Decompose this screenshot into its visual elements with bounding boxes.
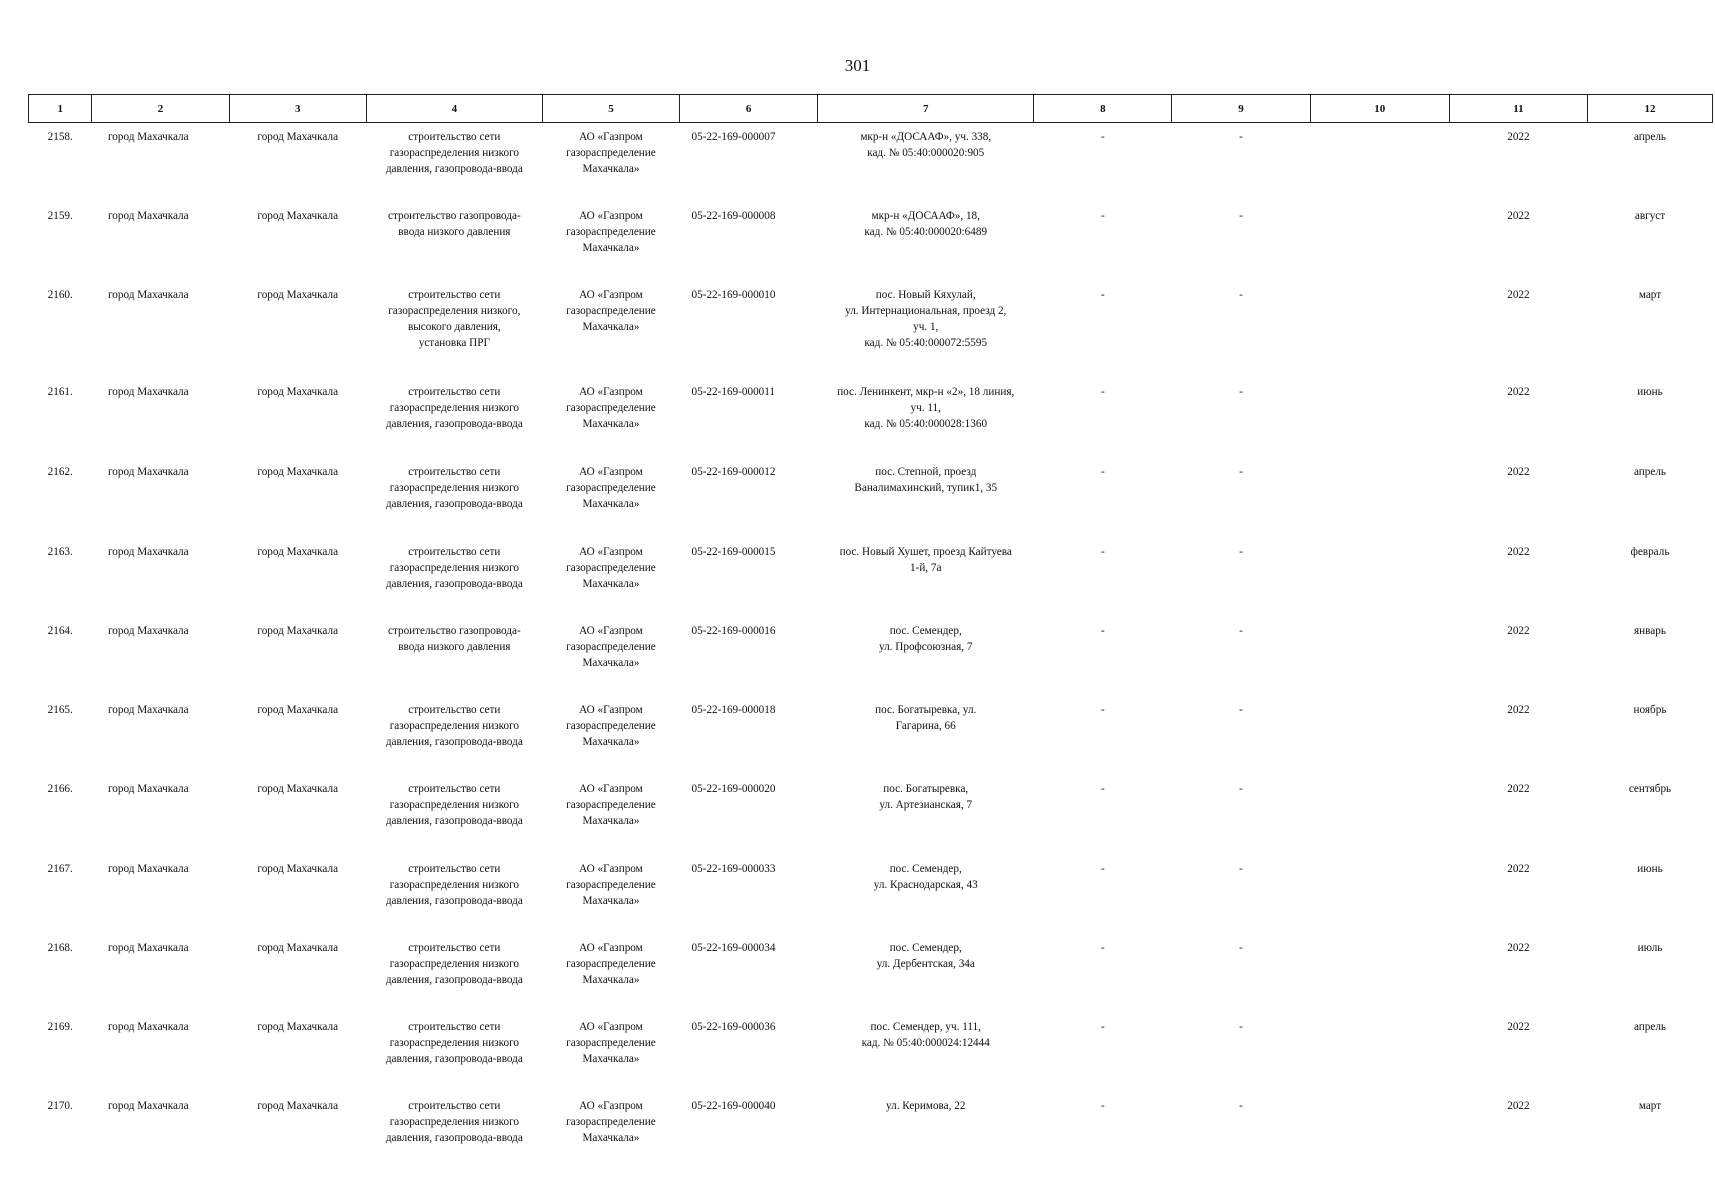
works-description-cell <box>366 281 542 378</box>
column-10-cell <box>1310 617 1449 696</box>
column-8-cell: - <box>1100 624 1105 637</box>
works-description-cell-line: газораспределения низкого <box>389 798 519 811</box>
works-description-cell-line: высокого давления, <box>407 320 501 333</box>
works-description-cell-line: давления, газопровода-ввода <box>385 497 523 510</box>
municipality-cell: город Махачкала <box>107 465 189 478</box>
works-description-cell-line: строительство сети <box>408 782 501 795</box>
column-9-cell: - <box>1239 941 1243 954</box>
address-cell-line: Гагарина, 66 <box>895 719 956 732</box>
works-description-cell-line: строительство сети <box>408 941 501 954</box>
month-cell: ноябрь <box>1633 703 1667 716</box>
works-description-cell-line: газораспределения низкого <box>389 561 519 574</box>
row-number: 2161. <box>47 385 73 398</box>
column-8-cell: - <box>1100 862 1105 875</box>
address-cell-line: пос. Семендер, уч. 111, <box>870 1020 981 1033</box>
month-cell: июнь <box>1637 385 1663 398</box>
column-header-4: 4 <box>366 95 542 123</box>
address-cell <box>818 1013 1034 1092</box>
address-cell <box>818 855 1034 934</box>
works-description-cell-line: ввода низкого давления <box>398 225 511 238</box>
municipality-cell: город Махачкала <box>107 1020 189 1033</box>
month-cell: сентябрь <box>1628 782 1672 795</box>
address-cell-line: пос. Степной, проезд <box>875 465 977 478</box>
table-row <box>29 855 1713 934</box>
address-cell <box>818 538 1034 617</box>
organization-cell-line: АО «Газпром <box>579 1020 643 1033</box>
address-cell <box>818 281 1034 378</box>
municipality-cell: город Махачкала <box>107 782 189 795</box>
works-description-cell-line: строительство сети <box>408 862 501 875</box>
address-cell-line: пос. Богатыревка, <box>883 782 969 795</box>
row-number: 2165. <box>47 703 73 716</box>
address-cell-line: ул. Интернациональная, проезд 2, <box>845 304 1007 317</box>
table-row <box>29 123 1713 202</box>
organization-cell-line: АО «Газпром <box>579 545 643 558</box>
year-cell: 2022 <box>1507 703 1530 716</box>
column-10-cell <box>1310 1013 1449 1092</box>
column-8-cell: - <box>1100 782 1105 795</box>
municipality-cell: город Махачкала <box>107 703 189 716</box>
organization-cell-line: газораспределение <box>566 719 656 732</box>
works-description-cell-line: строительство сети <box>408 288 501 301</box>
code-cell: 05-22-169-000016 <box>691 624 776 637</box>
column-9-cell: - <box>1239 545 1243 558</box>
address-cell <box>818 617 1034 696</box>
column-header-2: 2 <box>92 95 229 123</box>
organization-cell-line: АО «Газпром <box>579 385 643 398</box>
code-cell: 05-22-169-000012 <box>691 465 776 478</box>
code-cell: 05-22-169-000010 <box>691 288 776 301</box>
month-cell: апрель <box>1633 131 1667 143</box>
column-10-cell <box>1310 775 1449 855</box>
works-description-cell <box>366 696 542 775</box>
column-header-11: 11 <box>1449 95 1587 123</box>
year-cell: 2022 <box>1507 209 1530 222</box>
organization-cell-line: Махачкала» <box>582 241 640 254</box>
works-description-cell-line: газораспределения низкого <box>389 719 519 732</box>
row-number: 2169. <box>47 1020 73 1033</box>
row-number: 2168. <box>47 941 73 954</box>
column-9-cell: - <box>1239 209 1243 222</box>
settlement-cell: город Махачкала <box>257 131 339 143</box>
year-cell: 2022 <box>1507 782 1530 795</box>
organization-cell-line: газораспределение <box>566 957 656 970</box>
row-number: 2159. <box>47 209 73 222</box>
works-description-cell-line: строительство сети <box>408 1020 501 1033</box>
column-10-cell <box>1310 378 1449 458</box>
table-row <box>29 538 1713 617</box>
table-row <box>29 775 1713 855</box>
organization-cell <box>542 202 679 281</box>
municipality-cell: город Махачкала <box>107 385 189 398</box>
month-cell: март <box>1638 288 1662 301</box>
code-cell: 05-22-169-000011 <box>691 385 776 398</box>
municipality-cell: город Махачкала <box>107 209 189 222</box>
gas-works-table <box>28 94 1713 1171</box>
row-number: 2166. <box>47 782 73 795</box>
settlement-cell: город Махачкала <box>257 782 339 795</box>
address-cell <box>818 1092 1034 1171</box>
address-cell-line: пос. Семендер, <box>889 941 962 954</box>
organization-cell-line: газораспределение <box>566 481 656 494</box>
row-number: 2163. <box>47 545 73 558</box>
column-10-cell <box>1310 538 1449 617</box>
month-cell: апрель <box>1633 1020 1667 1033</box>
column-8-cell: - <box>1100 209 1105 222</box>
organization-cell-line: газораспределение <box>566 1115 656 1128</box>
organization-cell-line: АО «Газпром <box>579 1099 643 1112</box>
code-cell: 05-22-169-000018 <box>691 703 776 716</box>
works-description-cell-line: давления, газопровода-ввода <box>385 735 523 748</box>
settlement-cell: город Махачкала <box>257 385 339 398</box>
column-8-cell: - <box>1100 703 1105 716</box>
table-body <box>29 123 1713 1171</box>
table-row <box>29 1092 1713 1171</box>
organization-cell <box>542 1092 679 1171</box>
works-description-cell <box>366 538 542 617</box>
works-description-cell-line: давления, газопровода-ввода <box>385 1052 523 1065</box>
column-8-cell: - <box>1100 131 1105 143</box>
year-cell: 2022 <box>1507 131 1530 143</box>
organization-cell-line: Махачкала» <box>582 163 640 175</box>
address-cell-line: кад. № 05:40:000020:6489 <box>864 225 988 238</box>
works-description-cell <box>366 202 542 281</box>
municipality-cell: город Махачкала <box>107 862 189 875</box>
code-cell: 05-22-169-000007 <box>691 131 776 143</box>
organization-cell-line: Махачкала» <box>582 1052 640 1065</box>
code-cell: 05-22-169-000008 <box>691 209 776 222</box>
column-8-cell: - <box>1100 545 1105 558</box>
works-description-cell-line: строительство сети <box>408 465 501 478</box>
settlement-cell: город Махачкала <box>257 1099 339 1112</box>
column-header-7: 7 <box>818 95 1034 123</box>
column-9-cell: - <box>1239 385 1243 398</box>
works-description-cell-line: установка ПРГ <box>418 336 490 349</box>
year-cell: 2022 <box>1507 385 1530 398</box>
address-cell-line: пос. Новый Кяхулай, <box>875 288 976 301</box>
address-cell <box>818 202 1034 281</box>
works-description-cell <box>366 123 542 202</box>
settlement-cell: город Махачкала <box>257 288 339 301</box>
organization-cell-line: Махачкала» <box>582 973 640 986</box>
works-description-cell-line: газораспределения низкого <box>389 1115 519 1128</box>
year-cell: 2022 <box>1507 465 1530 478</box>
organization-cell-line: Махачкала» <box>582 417 640 430</box>
settlement-cell: город Махачкала <box>257 862 339 875</box>
organization-cell-line: газораспределение <box>566 878 656 891</box>
address-cell-line: кад. № 05:40:000072:5595 <box>864 336 988 349</box>
municipality-cell: город Махачкала <box>107 1099 189 1112</box>
municipality-cell: город Махачкала <box>107 131 189 143</box>
organization-cell-line: газораспределение <box>566 561 656 574</box>
column-8-cell: - <box>1100 1099 1105 1112</box>
table-row <box>29 202 1713 281</box>
column-header-6: 6 <box>680 95 818 123</box>
works-description-cell-line: ввода низкого давления <box>398 640 511 653</box>
works-description-cell <box>366 617 542 696</box>
month-cell: январь <box>1634 624 1666 637</box>
organization-cell-line: Махачкала» <box>582 577 640 590</box>
year-cell: 2022 <box>1507 288 1530 301</box>
row-number: 2162. <box>47 465 73 478</box>
row-number: 2164. <box>47 624 73 637</box>
address-cell <box>818 378 1034 458</box>
municipality-cell: город Махачкала <box>107 288 189 301</box>
works-description-cell-line: давления, газопровода-ввода <box>385 577 523 590</box>
organization-cell-line: Махачкала» <box>582 1131 640 1144</box>
organization-cell-line: АО «Газпром <box>579 941 643 954</box>
organization-cell-line: Махачкала» <box>582 735 640 748</box>
works-description-cell-line: газораспределения низкого <box>389 481 519 494</box>
column-header-10: 10 <box>1310 95 1449 123</box>
works-description-cell-line: газораспределения низкого, <box>388 304 521 317</box>
works-description-cell-line: строительство сети <box>408 703 501 716</box>
code-cell: 05-22-169-000040 <box>691 1099 776 1112</box>
header-row <box>29 95 1713 123</box>
month-cell: июль <box>1637 941 1663 954</box>
organization-cell <box>542 123 679 202</box>
column-8-cell: - <box>1100 465 1105 478</box>
column-10-cell <box>1310 123 1449 202</box>
organization-cell-line: АО «Газпром <box>579 703 643 716</box>
organization-cell <box>542 696 679 775</box>
table-row <box>29 617 1713 696</box>
organization-cell-line: АО «Газпром <box>579 862 643 875</box>
data-table <box>28 94 1713 1171</box>
table-row <box>29 458 1713 538</box>
address-cell-line: ул. Краснодарская, 43 <box>873 878 978 891</box>
works-description-cell-line: давления, газопровода-ввода <box>385 894 523 907</box>
organization-cell-line: газораспределение <box>566 225 656 238</box>
address-cell-line: кад. № 05:40:000028:1360 <box>864 417 988 430</box>
works-description-cell-line: газораспределения низкого <box>389 1036 519 1049</box>
organization-cell <box>542 934 679 1013</box>
column-header-12: 12 <box>1588 95 1713 123</box>
table-row <box>29 696 1713 775</box>
organization-cell <box>542 775 679 855</box>
address-cell-line: кад. № 05:40:000020:905 <box>867 147 985 159</box>
column-header-5: 5 <box>542 95 679 123</box>
code-cell: 05-22-169-000036 <box>691 1020 776 1033</box>
column-9-cell: - <box>1239 703 1243 716</box>
column-header-3: 3 <box>229 95 366 123</box>
code-cell: 05-22-169-000015 <box>691 545 776 558</box>
organization-cell-line: газораспределение <box>566 640 656 653</box>
address-cell-line: ул. Профсоюзная, 7 <box>879 640 973 653</box>
address-cell-line: пос. Семендер, <box>889 624 962 637</box>
settlement-cell: город Махачкала <box>257 1020 339 1033</box>
settlement-cell: город Махачкала <box>257 465 339 478</box>
organization-cell-line: Махачкала» <box>582 656 640 669</box>
works-description-cell-line: строительство сети <box>408 1099 501 1112</box>
works-description-cell-line: давления, газопровода-ввода <box>385 973 523 986</box>
year-cell: 2022 <box>1507 1099 1530 1112</box>
row-number: 2160. <box>47 288 73 301</box>
works-description-cell <box>366 934 542 1013</box>
municipality-cell: город Махачкала <box>107 624 189 637</box>
works-description-cell-line: давления, газопровода-ввода <box>385 163 523 175</box>
table-row <box>29 378 1713 458</box>
address-cell-line: пос. Ленинкент, мкр-н «2», 18 линия, <box>837 385 1015 398</box>
address-cell-line: мкр-н «ДОСААФ», 18, <box>871 209 980 222</box>
address-cell-line: уч. 11, <box>910 401 941 414</box>
settlement-cell: город Махачкала <box>257 624 339 637</box>
works-description-cell <box>366 1013 542 1092</box>
works-description-cell-line: газораспределения низкого <box>389 878 519 891</box>
organization-cell-line: газораспределение <box>566 304 656 317</box>
municipality-cell: город Махачкала <box>107 545 189 558</box>
works-description-cell-line: строительство газопровода- <box>387 209 521 222</box>
organization-cell-line: АО «Газпром <box>579 624 643 637</box>
address-cell-line: ул. Артезианская, 7 <box>879 798 973 811</box>
address-cell <box>818 123 1034 202</box>
organization-cell <box>542 538 679 617</box>
address-cell <box>818 934 1034 1013</box>
works-description-cell-line: давления, газопровода-ввода <box>385 814 523 827</box>
table-row <box>29 281 1713 378</box>
column-9-cell: - <box>1239 1020 1243 1033</box>
column-10-cell <box>1310 281 1449 378</box>
organization-cell-line: АО «Газпром <box>579 209 643 222</box>
organization-cell-line: газораспределение <box>566 798 656 811</box>
address-cell-line: пос. Семендер, <box>889 862 962 875</box>
address-cell-line: ул. Керимова, 22 <box>886 1099 966 1112</box>
code-cell: 05-22-169-000020 <box>691 782 776 795</box>
address-cell-line: кад. № 05:40:000024:12444 <box>861 1036 990 1049</box>
organization-cell-line: Махачкала» <box>582 320 640 333</box>
year-cell: 2022 <box>1507 941 1530 954</box>
works-description-cell-line: давления, газопровода-ввода <box>385 417 523 430</box>
organization-cell-line: АО «Газпром <box>579 782 643 795</box>
works-description-cell-line: давления, газопровода-ввода <box>385 1131 523 1144</box>
column-10-cell <box>1310 202 1449 281</box>
column-10-cell <box>1310 855 1449 934</box>
settlement-cell: город Махачкала <box>257 941 339 954</box>
column-9-cell: - <box>1239 131 1243 143</box>
column-9-cell: - <box>1239 782 1243 795</box>
works-description-cell-line: газораспределения низкого <box>389 401 519 414</box>
year-cell: 2022 <box>1507 862 1530 875</box>
organization-cell <box>542 458 679 538</box>
page-number: 301 <box>844 56 871 75</box>
year-cell: 2022 <box>1507 545 1530 558</box>
table-row <box>29 1013 1713 1092</box>
column-9-cell: - <box>1239 624 1243 637</box>
works-description-cell <box>366 855 542 934</box>
row-number: 2158. <box>47 131 73 143</box>
month-cell: апрель <box>1633 465 1667 478</box>
year-cell: 2022 <box>1507 1020 1530 1033</box>
column-8-cell: - <box>1100 288 1105 301</box>
month-cell: август <box>1634 209 1666 222</box>
works-description-cell-line: строительство сети <box>408 131 501 143</box>
municipality-cell: город Махачкала <box>107 941 189 954</box>
settlement-cell: город Махачкала <box>257 545 339 558</box>
column-9-cell: - <box>1239 862 1243 875</box>
address-cell-line: ул. Дербентская, 34а <box>876 957 975 970</box>
works-description-cell-line: строительство сети <box>408 385 501 398</box>
year-cell: 2022 <box>1507 624 1530 637</box>
code-cell: 05-22-169-000034 <box>691 941 776 954</box>
address-cell-line: уч. 1, <box>913 320 939 333</box>
column-10-cell <box>1310 458 1449 538</box>
column-8-cell: - <box>1100 1020 1105 1033</box>
column-9-cell: - <box>1239 288 1243 301</box>
address-cell-line: 1-й, 7а <box>910 561 942 574</box>
works-description-cell-line: газораспределения низкого <box>389 147 519 159</box>
works-description-cell-line: газораспределения низкого <box>389 957 519 970</box>
organization-cell-line: газораспределение <box>566 147 656 159</box>
works-description-cell <box>366 458 542 538</box>
month-cell: март <box>1638 1099 1662 1112</box>
column-header-8: 8 <box>1034 95 1172 123</box>
organization-cell <box>542 281 679 378</box>
organization-cell <box>542 1013 679 1092</box>
organization-cell <box>542 617 679 696</box>
organization-cell-line: АО «Газпром <box>579 131 643 143</box>
works-description-cell <box>366 1092 542 1171</box>
settlement-cell: город Махачкала <box>257 209 339 222</box>
row-number: 2167. <box>47 862 73 875</box>
organization-cell-line: Махачкала» <box>582 894 640 907</box>
organization-cell-line: газораспределение <box>566 1036 656 1049</box>
row-number: 2170. <box>47 1099 73 1112</box>
column-10-cell <box>1310 1092 1449 1171</box>
organization-cell <box>542 855 679 934</box>
address-cell <box>818 696 1034 775</box>
address-cell-line: пос. Новый Хушет, проезд Кайтуева <box>839 545 1012 558</box>
works-description-cell <box>366 378 542 458</box>
organization-cell <box>542 378 679 458</box>
address-cell-line: пос. Богатыревка, ул. <box>875 703 977 716</box>
organization-cell-line: Махачкала» <box>582 814 640 827</box>
column-header-9: 9 <box>1172 95 1310 123</box>
month-cell: февраль <box>1630 545 1670 558</box>
column-9-cell: - <box>1239 465 1243 478</box>
organization-cell-line: АО «Газпром <box>579 288 643 301</box>
organization-cell-line: АО «Газпром <box>579 465 643 478</box>
address-cell <box>818 775 1034 855</box>
works-description-cell <box>366 775 542 855</box>
column-8-cell: - <box>1100 941 1105 954</box>
works-description-cell-line: строительство сети <box>408 545 501 558</box>
table-row <box>29 934 1713 1013</box>
address-cell-line: Ваналимахинский, тупик1, 35 <box>854 481 998 494</box>
column-header-1: 1 <box>29 95 92 123</box>
organization-cell-line: Махачкала» <box>582 497 640 510</box>
settlement-cell: город Махачкала <box>257 703 339 716</box>
address-cell-line: мкр-н «ДОСААФ», уч. 338, <box>860 131 992 143</box>
address-cell <box>818 458 1034 538</box>
column-10-cell <box>1310 934 1449 1013</box>
column-10-cell <box>1310 696 1449 775</box>
column-9-cell: - <box>1239 1099 1243 1112</box>
column-8-cell: - <box>1100 385 1105 398</box>
month-cell: июнь <box>1637 862 1663 875</box>
works-description-cell-line: строительство газопровода- <box>387 624 521 637</box>
code-cell: 05-22-169-000033 <box>691 862 776 875</box>
organization-cell-line: газораспределение <box>566 401 656 414</box>
